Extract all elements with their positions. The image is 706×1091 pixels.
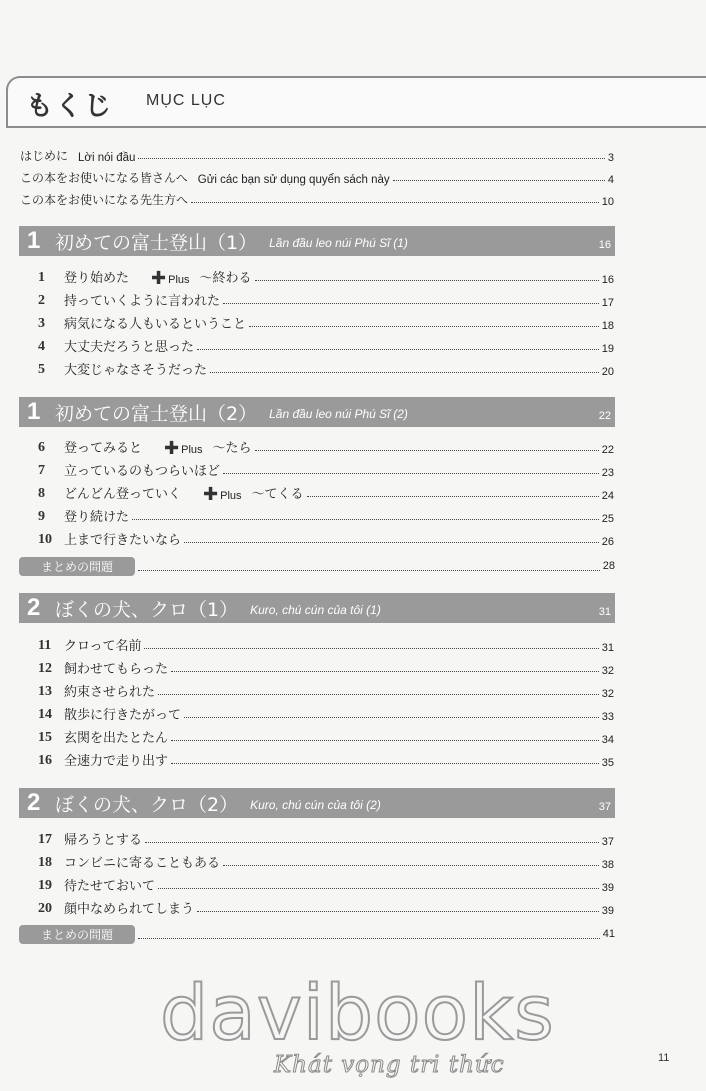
lesson-entry[interactable] (38, 503, 614, 525)
plus-icon: ✚ (203, 484, 219, 505)
lesson-entry[interactable] (38, 747, 614, 769)
page-ref: 18 (601, 320, 614, 332)
lesson-title: 大変じゃなさそうだった (64, 363, 208, 378)
leader-dots (223, 865, 599, 866)
lesson-entry[interactable] (38, 356, 614, 378)
leader-dots (138, 158, 604, 159)
leader-dots (171, 740, 599, 741)
section-page: 16 (598, 239, 611, 251)
section-number: 1 (27, 227, 41, 254)
lesson-number: 19 (38, 878, 52, 893)
plus-icon: ✚ (151, 268, 167, 289)
leader-dots (197, 349, 599, 350)
entry-label: この本をお使いになる先生方へ (20, 193, 189, 207)
lesson-entry[interactable] (38, 701, 614, 723)
lesson-number: 8 (38, 486, 45, 501)
lesson-title: 大丈夫だろうと思った (64, 340, 195, 355)
lesson-number: 20 (38, 901, 52, 916)
watermark-tagline: Khát vọng tri thức (274, 1052, 505, 1078)
lesson-title: コンビニに寄ることもある (64, 856, 221, 871)
review-label: まとめの問題 (19, 925, 135, 944)
leader-dots (184, 717, 599, 718)
lesson-entry[interactable] (38, 264, 614, 289)
lesson-entry[interactable] (38, 849, 614, 871)
entry-vi: Gửi các bạn sử dụng quyển sách này (197, 174, 390, 186)
lesson-number: 12 (38, 661, 52, 676)
plus-grammar: ～てくる (251, 487, 304, 502)
lesson-entry[interactable] (38, 872, 614, 894)
leader-dots (249, 326, 599, 327)
section-number: 2 (27, 789, 41, 816)
plus-label: Plus (220, 490, 242, 502)
page-ref: 32 (601, 665, 614, 677)
plus-label: Plus (181, 444, 203, 456)
section-title-vi: Kuro, chú cún của tôi (1) (250, 603, 381, 617)
entry-vi: Lời nói đầu (78, 152, 136, 164)
lesson-entry[interactable] (38, 678, 614, 700)
review-entry[interactable] (19, 557, 615, 575)
leader-dots (158, 888, 599, 889)
section-number: 2 (27, 594, 41, 621)
review-label: まとめの問題 (19, 557, 135, 576)
page-ref: 28 (602, 560, 615, 572)
page-ref: 22 (601, 444, 614, 456)
page-ref: 26 (601, 536, 614, 548)
lesson-number: 6 (38, 440, 45, 455)
section-header[interactable] (19, 226, 615, 256)
lesson-title: 顔中なめられてしまう (64, 902, 195, 917)
section-title: 初めての富士登山（1） (55, 231, 258, 254)
leader-dots (158, 694, 599, 695)
toc-entry[interactable] (20, 188, 614, 208)
leader-dots (223, 473, 599, 474)
page-ref: 34 (601, 734, 614, 746)
lesson-entry[interactable] (38, 457, 614, 479)
lesson-entry[interactable] (38, 526, 614, 548)
lesson-title: 持っていくように言われた (64, 294, 221, 309)
leader-dots (171, 671, 599, 672)
section-header[interactable] (19, 593, 615, 623)
plus-icon: ✚ (164, 438, 180, 459)
section-page: 31 (598, 606, 611, 618)
lesson-number: 2 (38, 293, 45, 308)
leader-dots (144, 648, 598, 649)
section-title-vi: Lần đầu leo núi Phú Sĩ (2) (269, 407, 408, 421)
lesson-title: 帰ろうとする (64, 833, 143, 848)
watermark-brand: davibooks (160, 968, 555, 1057)
page-ref: 38 (601, 859, 614, 871)
page-ref: 16 (601, 274, 614, 286)
lesson-entry[interactable] (38, 724, 614, 746)
leader-dots (255, 280, 599, 281)
leader-dots (223, 303, 599, 304)
lesson-entry[interactable] (38, 826, 614, 848)
leader-dots (307, 496, 599, 497)
lesson-entry[interactable] (38, 480, 614, 505)
page-ref: 39 (601, 905, 614, 917)
lesson-number: 7 (38, 463, 45, 478)
leader-dots (210, 372, 599, 373)
lesson-title: 待たせておいて (64, 879, 156, 894)
lesson-title: 飼わせてもらった (64, 662, 169, 677)
plus-grammar: ～終わる (199, 271, 252, 286)
page-number: 11 (658, 1052, 670, 1064)
leader-dots (184, 542, 599, 543)
lesson-title: 登ってみると (64, 441, 143, 456)
lesson-title: 散歩に行きたがって (64, 708, 182, 723)
lesson-title: 約束させられた (64, 685, 156, 700)
lesson-title: 上まで行きたいなら (64, 533, 182, 548)
lesson-title: 玄関を出たとたん (64, 731, 169, 746)
lesson-number: 9 (38, 509, 45, 524)
lesson-title: 登り続けた (64, 510, 130, 525)
page-ref: 33 (601, 711, 614, 723)
page-ref: 37 (601, 836, 614, 848)
toc-title-jp: もくじ (26, 91, 113, 122)
section-page: 22 (598, 410, 611, 422)
page-ref: 39 (601, 882, 614, 894)
lesson-title: 全速力で走り出す (64, 754, 169, 769)
lesson-number: 4 (38, 339, 45, 354)
section-header[interactable] (19, 788, 615, 818)
section-title: 初めての富士登山（2） (55, 402, 258, 425)
section-title-vi: Kuro, chú cún của tôi (2) (250, 798, 381, 812)
page-ref: 19 (601, 343, 614, 355)
plus-note (164, 437, 252, 459)
leader-dots (145, 842, 599, 843)
page-ref: 31 (601, 642, 614, 654)
leader-dots (138, 562, 600, 571)
page-ref: 23 (601, 467, 614, 479)
lesson-entry[interactable] (38, 434, 614, 459)
review-entry[interactable] (19, 925, 615, 943)
lesson-entry[interactable] (38, 333, 614, 355)
lesson-entry[interactable] (38, 655, 614, 677)
lesson-title: 病気になる人もいるということ (64, 317, 247, 332)
lesson-title: 立っているのもつらいほど (64, 464, 221, 479)
leader-dots (191, 202, 599, 203)
leader-dots (255, 450, 599, 451)
lesson-number: 10 (38, 532, 52, 547)
lesson-number: 3 (38, 316, 45, 331)
lesson-number: 13 (38, 684, 52, 699)
lesson-number: 17 (38, 832, 52, 847)
lesson-entry[interactable] (38, 632, 614, 654)
lesson-entry[interactable] (38, 895, 614, 917)
lesson-number: 5 (38, 362, 45, 377)
page-ref: 3 (607, 152, 614, 164)
lesson-number: 14 (38, 707, 52, 722)
entry-label: この本をお使いになる皆さんへ (20, 171, 188, 185)
lesson-title: クロって名前 (64, 639, 142, 654)
entry-label: はじめに (20, 149, 69, 163)
page-ref: 32 (601, 688, 614, 700)
page-ref: 35 (601, 757, 614, 769)
lesson-number: 16 (38, 753, 52, 768)
section-page: 37 (598, 801, 611, 813)
lesson-number: 18 (38, 855, 52, 870)
lesson-title: 登り始めた (64, 271, 130, 286)
section-header[interactable] (19, 397, 615, 427)
leader-dots (132, 519, 599, 520)
page-ref: 41 (602, 928, 615, 940)
toc-entry[interactable] (20, 166, 614, 186)
plus-note (151, 267, 252, 289)
page-ref: 4 (607, 174, 614, 186)
leader-dots (393, 180, 605, 181)
plus-grammar: ～たら (212, 441, 252, 456)
lesson-number: 15 (38, 730, 52, 745)
leader-dots (171, 763, 599, 764)
section-title-vi: Lần đầu leo núi Phú Sĩ (1) (269, 236, 408, 250)
lesson-entry[interactable] (38, 287, 614, 309)
lesson-entry[interactable] (38, 310, 614, 332)
leader-dots (197, 911, 599, 912)
page-ref: 25 (601, 513, 614, 525)
lesson-title: どんどん登っていく (64, 487, 182, 502)
section-title: ぼくの犬、クロ（2） (55, 793, 239, 816)
toc-title-vi: MỤC LỤC (146, 92, 226, 109)
page-ref: 20 (601, 366, 614, 378)
page-ref: 10 (601, 196, 614, 208)
lesson-number: 11 (38, 638, 52, 653)
page-ref: 17 (601, 297, 614, 309)
plus-note (203, 483, 304, 505)
toc-entry[interactable] (20, 144, 614, 164)
leader-dots (138, 930, 600, 939)
page-ref: 24 (601, 490, 614, 502)
plus-label: Plus (168, 274, 190, 286)
section-number: 1 (27, 398, 41, 425)
lesson-number: 1 (38, 270, 45, 285)
section-title: ぼくの犬、クロ（1） (55, 598, 239, 621)
